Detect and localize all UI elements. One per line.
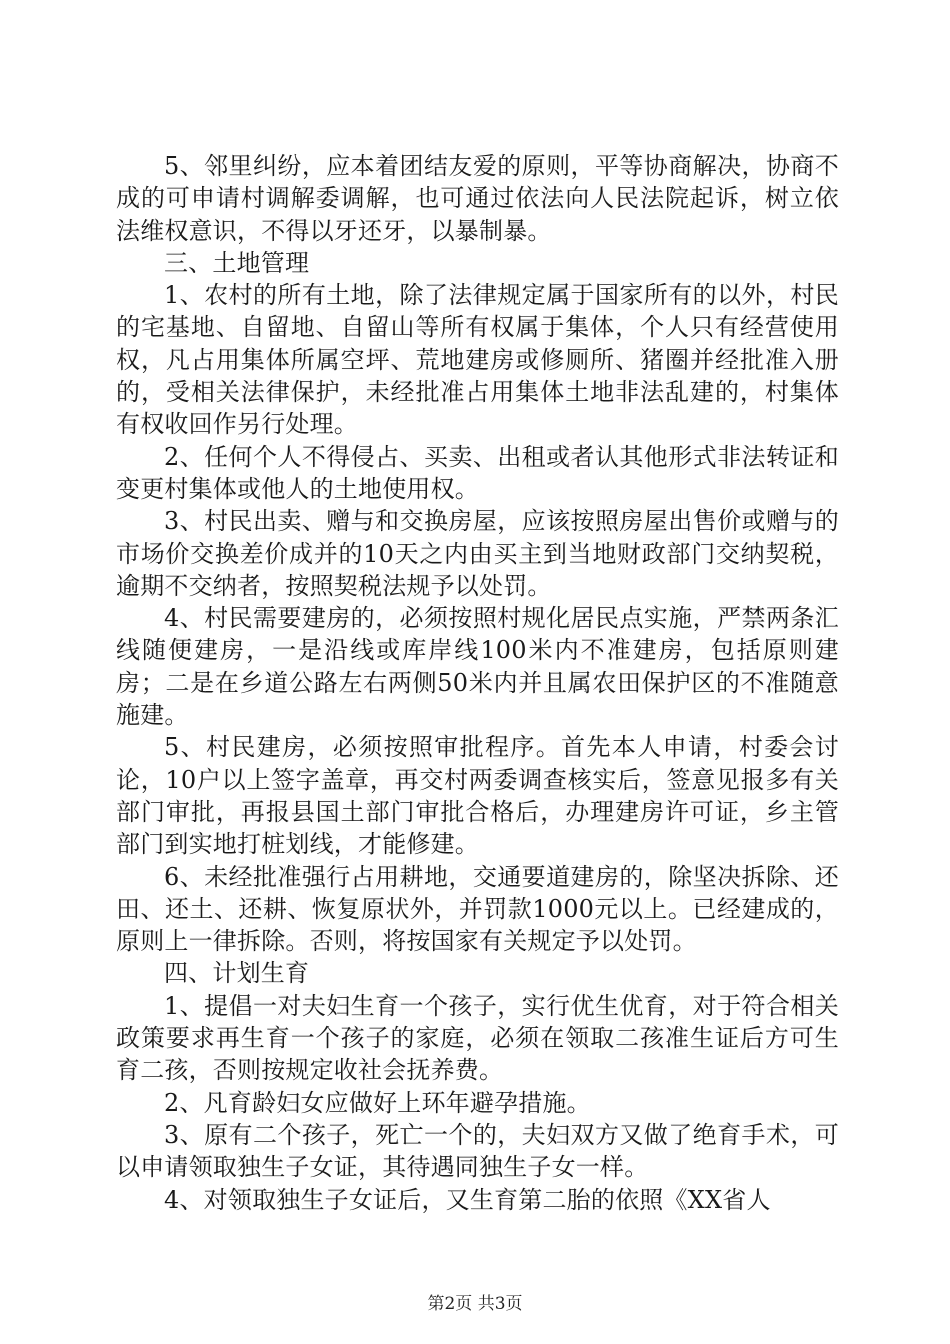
paragraph-building-restrictions: 4、村民需要建房的，必须按照村规化居民点实施，严禁两条汇线随便建房，一是沿线或库岸线100米内不准建房，包括原则建房；二是在乡道公路左右两侧50米内并且属农田保护区的不准随意施建。 <box>116 604 839 730</box>
paragraph-illegal-construction-penalty: 6、未经批准强行占用耕地，交通要道建房的，除坚决拆除、还田、还土、还耕、恢复原状外，并罚款1000元以上。已经建成的，原则上一律拆除。否则，将按国家有关规定予以处罚。 <box>116 862 839 956</box>
section-heading-land-management: 三、土地管理 <box>164 248 310 277</box>
paragraph-contraception: 2、凡育龄妇女应做好上环年避孕措施。 <box>164 1088 591 1117</box>
paragraph-second-birth-penalty: 4、对领取独生子女证后，又生育第二胎的依照《XX省人 <box>164 1185 771 1214</box>
paragraph-neighbor-disputes: 5、邻里纠纷，应本着团结友爱的原则，平等协商解决，协商不成的可申请村调解委调解，也可通过依法向人民法院起诉，树立依法维权意识，不得以牙还牙，以暴制暴。 <box>116 152 839 245</box>
paragraph-land-ownership: 1、农村的所有土地，除了法律规定属于国家所有的以外，村民的宅基地、自留地、自留山等所有权属于集体，个人只有经营使用权，凡占用集体所属空坪、荒地建房或修厕所、猪圈并经批准入册的，受相关法律保护，未经批准占用集体土地非法乱建的，村集体有权收回作另行处理。 <box>116 281 839 439</box>
page-number-footer: 第2页 共3页 <box>427 1294 523 1314</box>
paragraph-building-approval: 5、村民建房，必须按照审批程序。首先本人申请，村委会讨论，10户以上签字盖章，再交村两委调查核实后，签意见报多有关部门审批，再报县国土部门审批合格后，办理建房许可证，乡主管部门到实地打桩划线，才能修建。 <box>116 733 839 859</box>
paragraph-single-child-certificate: 3、原有二个孩子，死亡一个的，夫妇双方又做了绝育手术，可以申请领取独生子女证，其待遇同独生子女一样。 <box>116 1120 839 1182</box>
paragraph-one-child-policy: 1、提倡一对夫妇生育一个孩子，实行优生优育，对于符合相关政策要求再生育一个孩子的家庭，必须在领取二孩准生证后方可生育二孩，否则按规定收社会抚养费。 <box>116 991 839 1085</box>
section-heading-family-planning: 四、计划生育 <box>164 959 310 988</box>
paragraph-land-use-rights: 2、任何个人不得侵占、买卖、出租或者认其他形式非法转证和变更村集体或他人的土地使用权。 <box>116 442 839 503</box>
paragraph-house-transfer-tax: 3、村民出卖、赠与和交换房屋，应该按照房屋出售价或赠与的市场价交换差价成并的10天之内由买主到当地财政部门交纳契税，逾期不交纳者，按照契税法规予以处罚。 <box>116 507 839 600</box>
document-body <box>116 150 839 1216</box>
